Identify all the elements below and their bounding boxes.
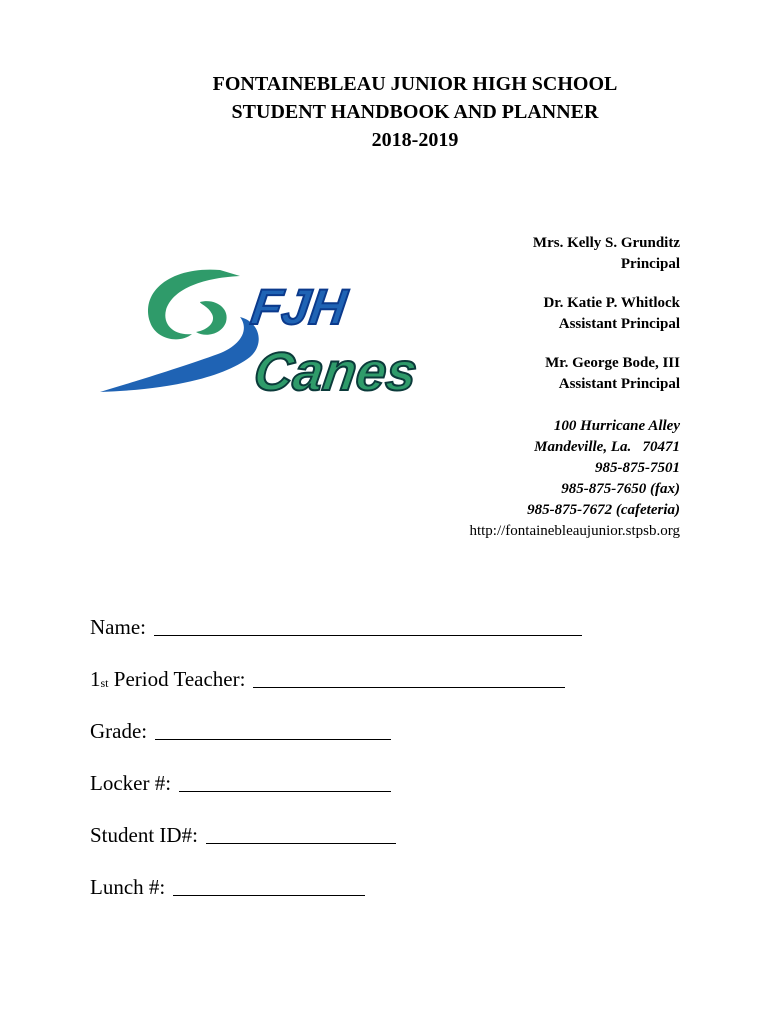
- document-title: [150, 70, 680, 154]
- grade-label: Grade:: [90, 719, 148, 743]
- student-id-row: [90, 823, 582, 875]
- address-city: Mandeville, La. 70471: [534, 439, 680, 455]
- staff-title: Assistant Principal: [558, 376, 680, 392]
- teacher-label-number: 1: [90, 667, 101, 691]
- student-id-label: Student ID#:: [90, 823, 198, 847]
- website-url[interactable]: http://fontainebleaujunior.stpsb.org: [469, 523, 680, 539]
- title-line-year: 2018-2019: [371, 129, 459, 151]
- lunch-field[interactable]: [173, 875, 365, 896]
- teacher-field[interactable]: [253, 667, 565, 688]
- student-id-field[interactable]: [206, 823, 396, 844]
- cafeteria-number: 985-875-7672 (cafeteria): [527, 502, 680, 518]
- staff-principal: [533, 233, 680, 275]
- staff-name: Dr. Katie P. Whitlock: [543, 295, 680, 311]
- phone-number: 985-875-7501: [595, 460, 680, 476]
- logo-fjh-text: FJH: [247, 279, 351, 335]
- staff-assistant-principal-1: [533, 293, 680, 335]
- title-line-handbook: STUDENT HANDBOOK AND PLANNER: [231, 101, 599, 123]
- name-label: Name:: [90, 615, 146, 639]
- grade-field[interactable]: [155, 719, 391, 740]
- lunch-row: [90, 875, 582, 927]
- logo-swirl-blue: [100, 317, 259, 392]
- fjh-canes-logo: [100, 262, 450, 402]
- staff-name: Mr. George Bode, III: [545, 355, 680, 371]
- logo-swirl-green-inner: [196, 301, 227, 335]
- grade-row: [90, 719, 582, 771]
- staff-name: Mrs. Kelly S. Grunditz: [532, 235, 680, 251]
- contact-block: [469, 416, 680, 542]
- locker-label: Locker #:: [90, 771, 172, 795]
- logo-canes-text: Canes: [250, 342, 421, 402]
- logo-swirl-green: [148, 270, 240, 340]
- teacher-row: [90, 667, 582, 719]
- teacher-label: [90, 667, 245, 692]
- locker-field[interactable]: [179, 771, 391, 792]
- teacher-label-text: Period Teacher:: [108, 667, 246, 691]
- staff-title: Assistant Principal: [558, 316, 680, 332]
- name-field[interactable]: [154, 615, 582, 636]
- lunch-label: Lunch #:: [90, 875, 166, 899]
- student-info-form: [90, 615, 582, 927]
- staff-assistant-principal-2: [533, 353, 680, 395]
- teacher-label-suffix: st: [100, 676, 109, 690]
- fax-number: 985-875-7650 (fax): [561, 481, 680, 497]
- address-street: 100 Hurricane Alley: [553, 418, 680, 434]
- name-row: [90, 615, 582, 667]
- staff-list: [533, 233, 680, 413]
- title-line-school: FONTAINEBLEAU JUNIOR HIGH SCHOOL: [212, 73, 618, 95]
- locker-row: [90, 771, 582, 823]
- staff-title: Principal: [620, 256, 680, 272]
